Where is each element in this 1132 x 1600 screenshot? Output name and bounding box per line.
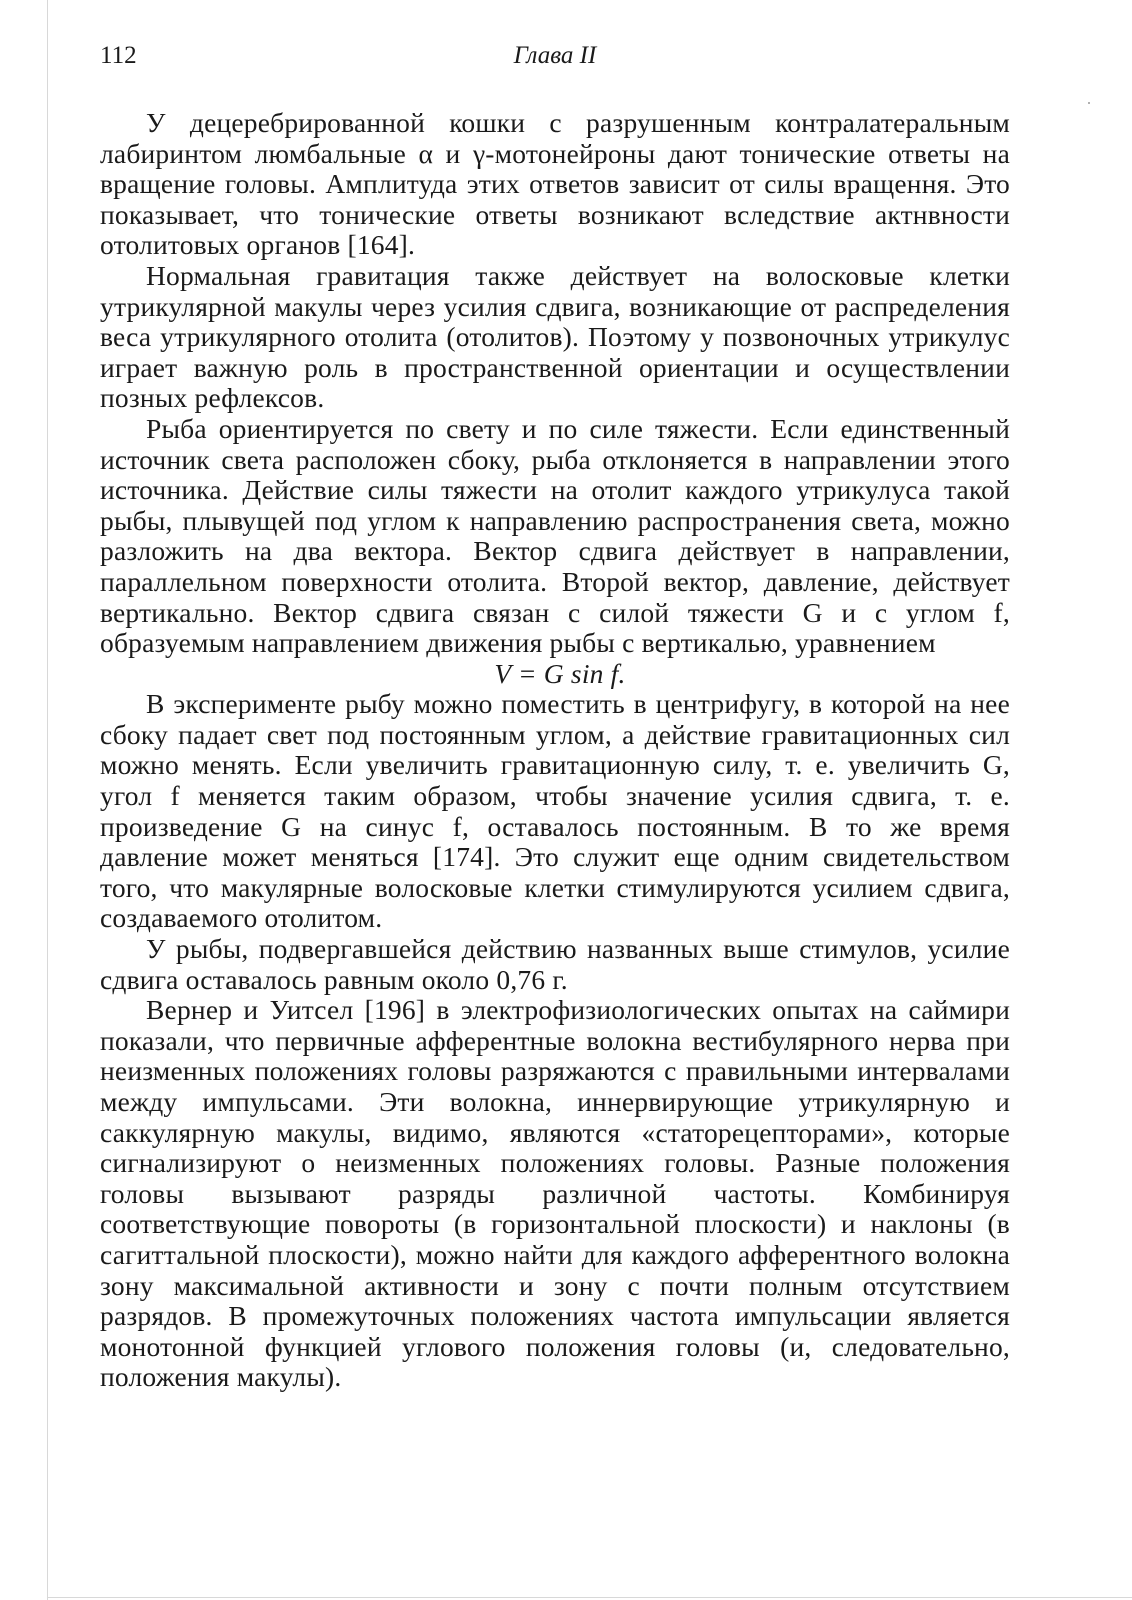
paragraph: Вернер и Уитсел [196] в электрофизиологических опытах на саймири показали, что первичные афферентные волокна вестибулярного нерва при неизменных положениях головы разряжаются с правильными интервалами между импульсами. Эти волокна, иннервирующие утрикулярную и саккулярную макулы, видимо, являются «статорецепторами», которые сигнализируют о неизменных положениях головы. Разные положения головы вызывают разряды различной частоты. Комбинируя соответствующие повороты (в горизонтальной плоскости) и наклоны (в сагиттальной плоскости), можно найти для каждого афферентного волокна зону максимальной активности и зону с почти полным отсутствием разрядов. В промежуточных положениях частота импульсации является монотонной функцией углового положения головы (и, следовательно, положения макулы). <box>100 994 1010 1393</box>
scan-dust-speck <box>1088 102 1090 104</box>
paragraph: Нормальная гравитация также действует на волосковые клетки утрикулярной макулы через усилия сдвига, возникающие от распределения веса утрикулярного отолита (отолитов). Поэтому у позвоночных утрикулус играет важную роль в пространственной ориентации и осуществлении позных рефлексов. <box>100 259 1010 414</box>
paragraph: У децеребрированной кошки с разрушенным контралатеральным лабиринтом люмбальные α и γ-мотонейроны дают тонические ответы на вращение головы. Амплитуда этих ответов зависит от силы вращення. Это показывает, что тонические ответы возникают вследствие актнвности отолитовых органов [164]. <box>100 107 1010 261</box>
paragraph: В эксперименте рыбу можно поместить в центрифугу, в которой на нее сбоку падает свет под постоянным углом, а действие гравитационных сил можно менять. Если увеличить гравитационную силу, т. е. увеличить G, угол f меняется таким образом, чтобы значение усилия сдвига, т. е. произведение G на синус f, оставалось постоянным. В то же время давление может меняться [174]. Это служит еще одним свидетельством того, что макулярные волосковые клетки стимулируются усилием сдвига, создаваемого отолитом. <box>100 688 1010 934</box>
page-header <box>100 42 1010 78</box>
page-number: 112 <box>100 42 137 69</box>
paragraph: У рыбы, подвергавшейся действию названных выше стимулов, усилие сдвига оставалось равным около 0,76 г. <box>100 933 1010 995</box>
formula: V = G sin f. <box>494 657 626 689</box>
paragraph: Рыба ориентируется по свету и по силе тяжести. Если единственный источник света расположен сбоку, рыба отклоняется в направлении этого источника. Действие силы тяжести на отолит каждого утрикулуса такой рыбы, плывущей под углом к направлению распространения света, можно разложить на два вектора. Вектор сдвига действует в направлении, параллельном поверхности отолита. Второй вектор, давление, действует вертикально. Вектор сдвига связан с силой тяжести G и с углом f, образуемым направлением движения рыбы с вертикалью, уравнением <box>100 412 1010 659</box>
scan-edge-bottom <box>47 1597 1132 1598</box>
scan-edge-left <box>47 0 48 1600</box>
body-text <box>100 108 1010 1393</box>
running-head: Глава II <box>513 42 597 69</box>
